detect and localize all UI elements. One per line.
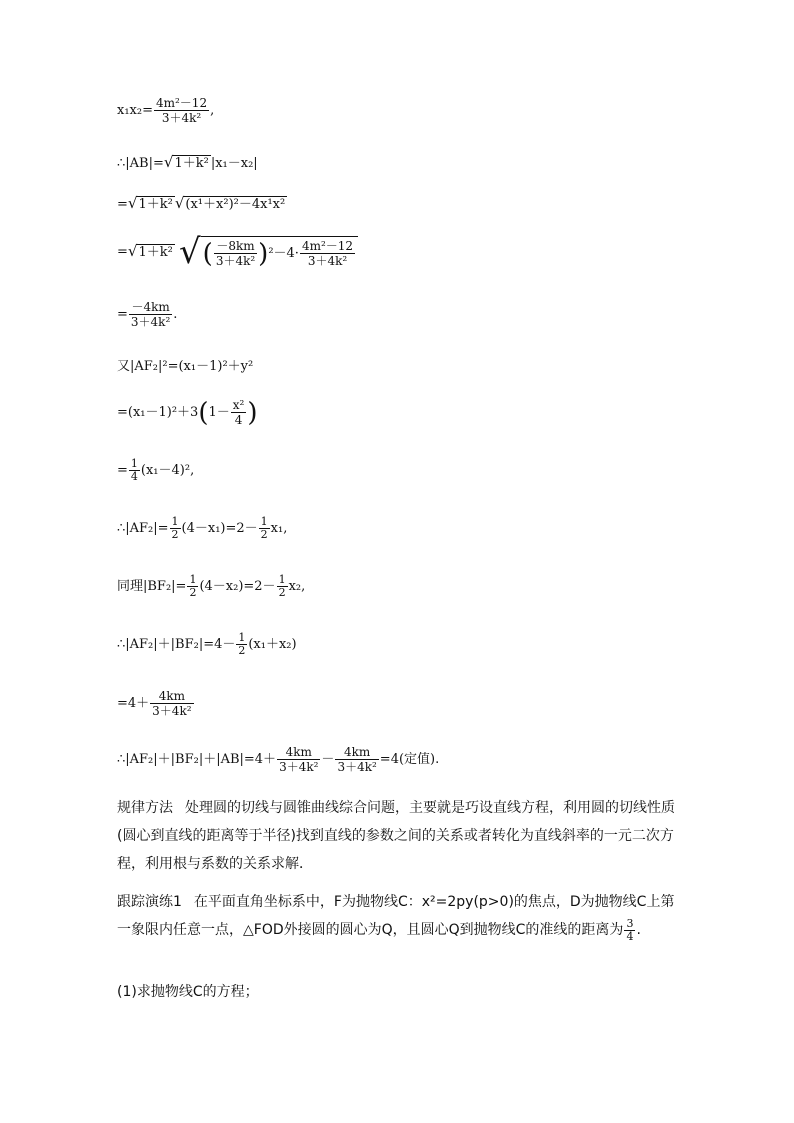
method-text: 处理圆的切线与圆锥曲线综合问题，主要就是巧设直线方程，利用圆的切线性质(圆心到直线的距离等于半径)找到直线的参数之间的关系或者转化为直线斜率的一元二次方程，利用根与系数的关系求解． xyxy=(117,800,675,872)
eq-line-8: = $\frac{1}{4}$ (x₁－4)², xyxy=(117,457,195,483)
eq-line-13: ∴|AF₂|＋|BF₂|＋|AB|=4＋ $\frac{4km}{\text{3＋4k²}}$ － $\frac{4km}{\text{3＋4k²}}$ =4(定值). xyxy=(117,745,440,774)
eq-line-7: =(x₁－1)²＋3(1－ $\frac{\text{x²}}{4}$ ) xyxy=(117,397,258,428)
exercise-paragraph: 跟踪演练1 在平面直角坐标系中，F为抛物线C：x²=2py(p>0)的焦点，D为抛物线C上第一象限内任意一点，△FOD外接圆的圆心为Q，且圆心Q到抛物线C的准线的距离为 $\frac{3}{4}$ . xyxy=(117,894,675,943)
method-paragraph xyxy=(117,794,677,878)
question-1: (1)求抛物线C的方程； xyxy=(117,984,259,1000)
eq-line-3: =√1＋k² √(x¹＋x²)²－4x¹x² xyxy=(117,194,286,212)
eq-line-9: ∴|AF₂|= $\frac{1}{2}$ (4－x₁)=2－ $\frac{1}{2}$ x₁, xyxy=(117,515,288,541)
eq-line-2: ∴|AB|=√1＋k² |x₁－x₂| xyxy=(117,153,258,171)
radicand: 1＋k² xyxy=(174,156,209,171)
exercise-text: 在平面直角坐标系中，F为抛物线C：x²=2py(p>0)的焦点，D为抛物线C上第一象限内任意一点，△FOD外接圆的圆心为Q，且圆心Q到抛物线C的准线的距离为 xyxy=(117,894,675,938)
big-sqrt-sign: √ xyxy=(178,232,201,272)
method-label: 规律方法 xyxy=(117,800,173,816)
sqrt-sign: √ xyxy=(163,153,174,171)
big-radicand: ( $\frac{-8km}{\text{3＋4k²}}$ )²－4· $\frac{\text{4m²－12}}{\text{3＋4k²}}$ xyxy=(201,236,358,268)
eq-line-11: ∴|AF₂|＋|BF₂|=4－ $\frac{1}{2}$ (x₁＋x₂) xyxy=(117,631,297,657)
exercise-label: 跟踪演练1 xyxy=(117,894,182,910)
fraction: $\frac{\text{4m²－12}}{\text{3＋4k²}}$ xyxy=(155,96,208,125)
eq-line-10: 同理|BF₂|= $\frac{1}{2}$ (4－x₂)=2－ $\frac{1}{2}$ x₂, xyxy=(117,573,306,599)
eq-text: x₁x₂= xyxy=(117,103,153,118)
eq-line-12: =4＋ $\frac{4km}{\text{3＋4k²}}$ xyxy=(117,689,192,718)
eq-line-4: =√1＋k² √( $\frac{-8km}{\text{3＋4k²}}$ )²－4· $\frac{\text{4m²－12}}{\text{3＋4k²}}$ xyxy=(117,235,358,269)
eq-line-1: x₁x₂= $\frac{\text{4m²－12}}{\text{3＋4k²}}$ , xyxy=(117,96,215,125)
eq-line-5: = $\frac{-4km}{\text{3＋4k²}}$ . xyxy=(117,300,178,329)
eq-line-6: 又|AF₂|²=(x₁－1)²＋y² xyxy=(117,359,254,374)
